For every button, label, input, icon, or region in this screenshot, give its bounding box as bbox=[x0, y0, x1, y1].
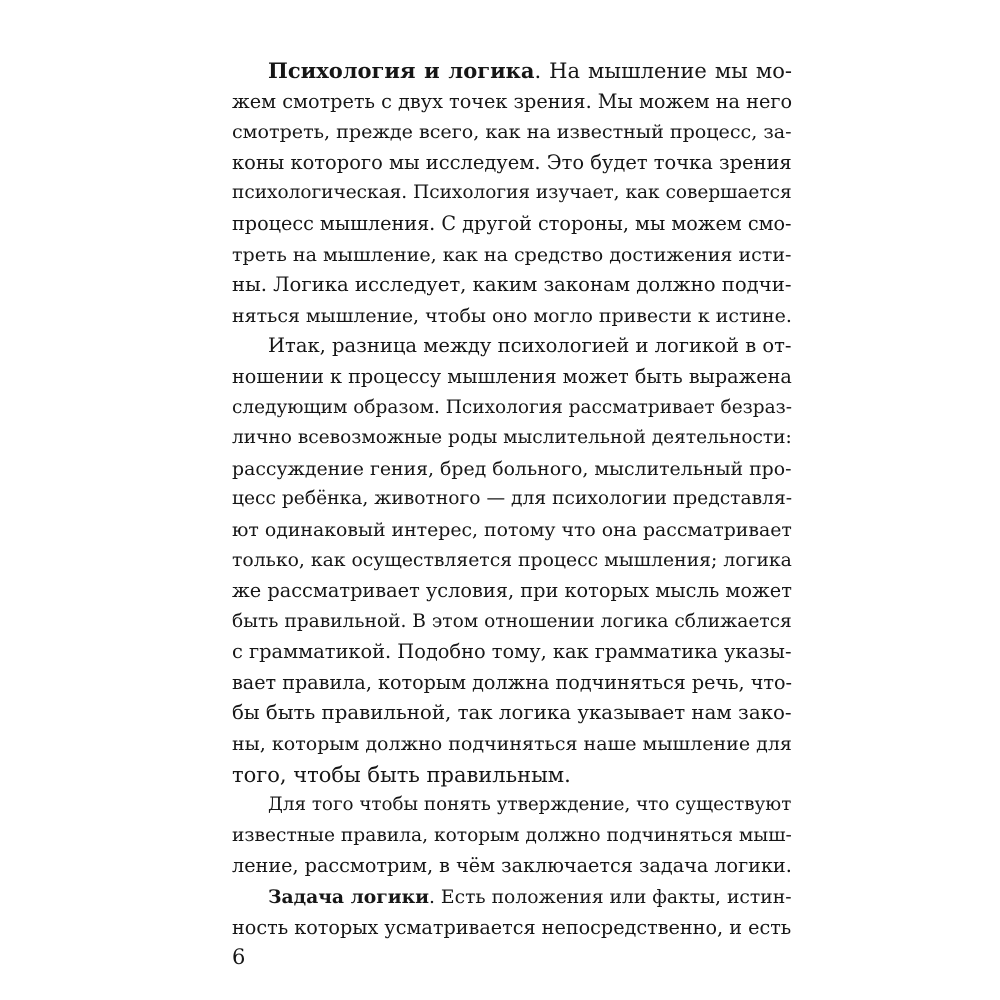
text-line: няться мышление, чтобы оно могло привести к истине. bbox=[232, 304, 792, 327]
text-line: треть на мышление, как на средство достижения исти- bbox=[232, 243, 792, 266]
text-line: ны. Логика исследует, каким законам должно подчи- bbox=[232, 273, 792, 297]
text-line: Задача логики. Есть положения или факты, истин- bbox=[268, 886, 792, 909]
text-line: известные правила, которым должно подчиняться мыш- bbox=[232, 824, 792, 846]
text-line: Для того чтобы понять утверждение, что существуют bbox=[268, 794, 792, 816]
text-line: цесс ребёнка, животного — для психологии представля- bbox=[232, 488, 793, 510]
text-line: рассуждение гения, бред больного, мыслительный про- bbox=[232, 457, 792, 480]
text-line: только, как осуществляется процесс мышления; логика bbox=[232, 549, 792, 571]
text-line: процесс мышления. С другой стороны, мы можем смо- bbox=[232, 211, 792, 235]
text-line: ношении к процессу мышления может быть выражена bbox=[232, 364, 792, 388]
text-line: Психология и логика. На мышление мы мо- bbox=[268, 58, 792, 83]
text-line: ют одинаковый интерес, потому что она рассматривает bbox=[232, 518, 792, 541]
text-line: ление, рассмотрим, в чём заключается задача логики. bbox=[232, 854, 792, 878]
text-line: следующим образом. Психология рассматривает безраз- bbox=[232, 396, 792, 418]
text-line: же рассматривает условия, при которых мысль может bbox=[232, 579, 792, 603]
text-line: ность которых усматривается непосредственно, и есть bbox=[232, 915, 792, 939]
text-line: лично всевозможные роды мыслительной деятельности: bbox=[232, 427, 792, 449]
text-line: Итак, разница между психологией и логикой в от- bbox=[268, 334, 792, 358]
text-line: быть правильной. В этом отношении логика сближается bbox=[232, 610, 792, 632]
page-number: 6 bbox=[232, 945, 246, 969]
text-line: коны которого мы исследуем. Это будет точка зрения bbox=[232, 150, 792, 174]
text-line: вает правила, которым должна подчиняться речь, что- bbox=[232, 670, 792, 694]
text-line: психологическая. Психология изучает, как совершается bbox=[232, 182, 792, 204]
text-line: того, чтобы быть правильным. bbox=[232, 762, 571, 787]
body-text bbox=[232, 56, 792, 943]
text-line: смотреть, прежде всего, как на известный процесс, за- bbox=[232, 120, 792, 144]
text-line: бы быть правильной, так логика указывает нам зако- bbox=[232, 701, 792, 725]
text-line: жем смотреть с двух точек зрения. Мы можем на него bbox=[232, 89, 793, 113]
section-heading-psychology-and-logic: Психология и логика bbox=[268, 58, 535, 83]
text-line: с грамматикой. Подобно тому, как грамматика указы- bbox=[232, 640, 792, 664]
text-line: ны, которым должно подчиняться наше мышление для bbox=[232, 733, 792, 756]
section-heading-task-of-logic: Задача логики bbox=[268, 886, 430, 909]
